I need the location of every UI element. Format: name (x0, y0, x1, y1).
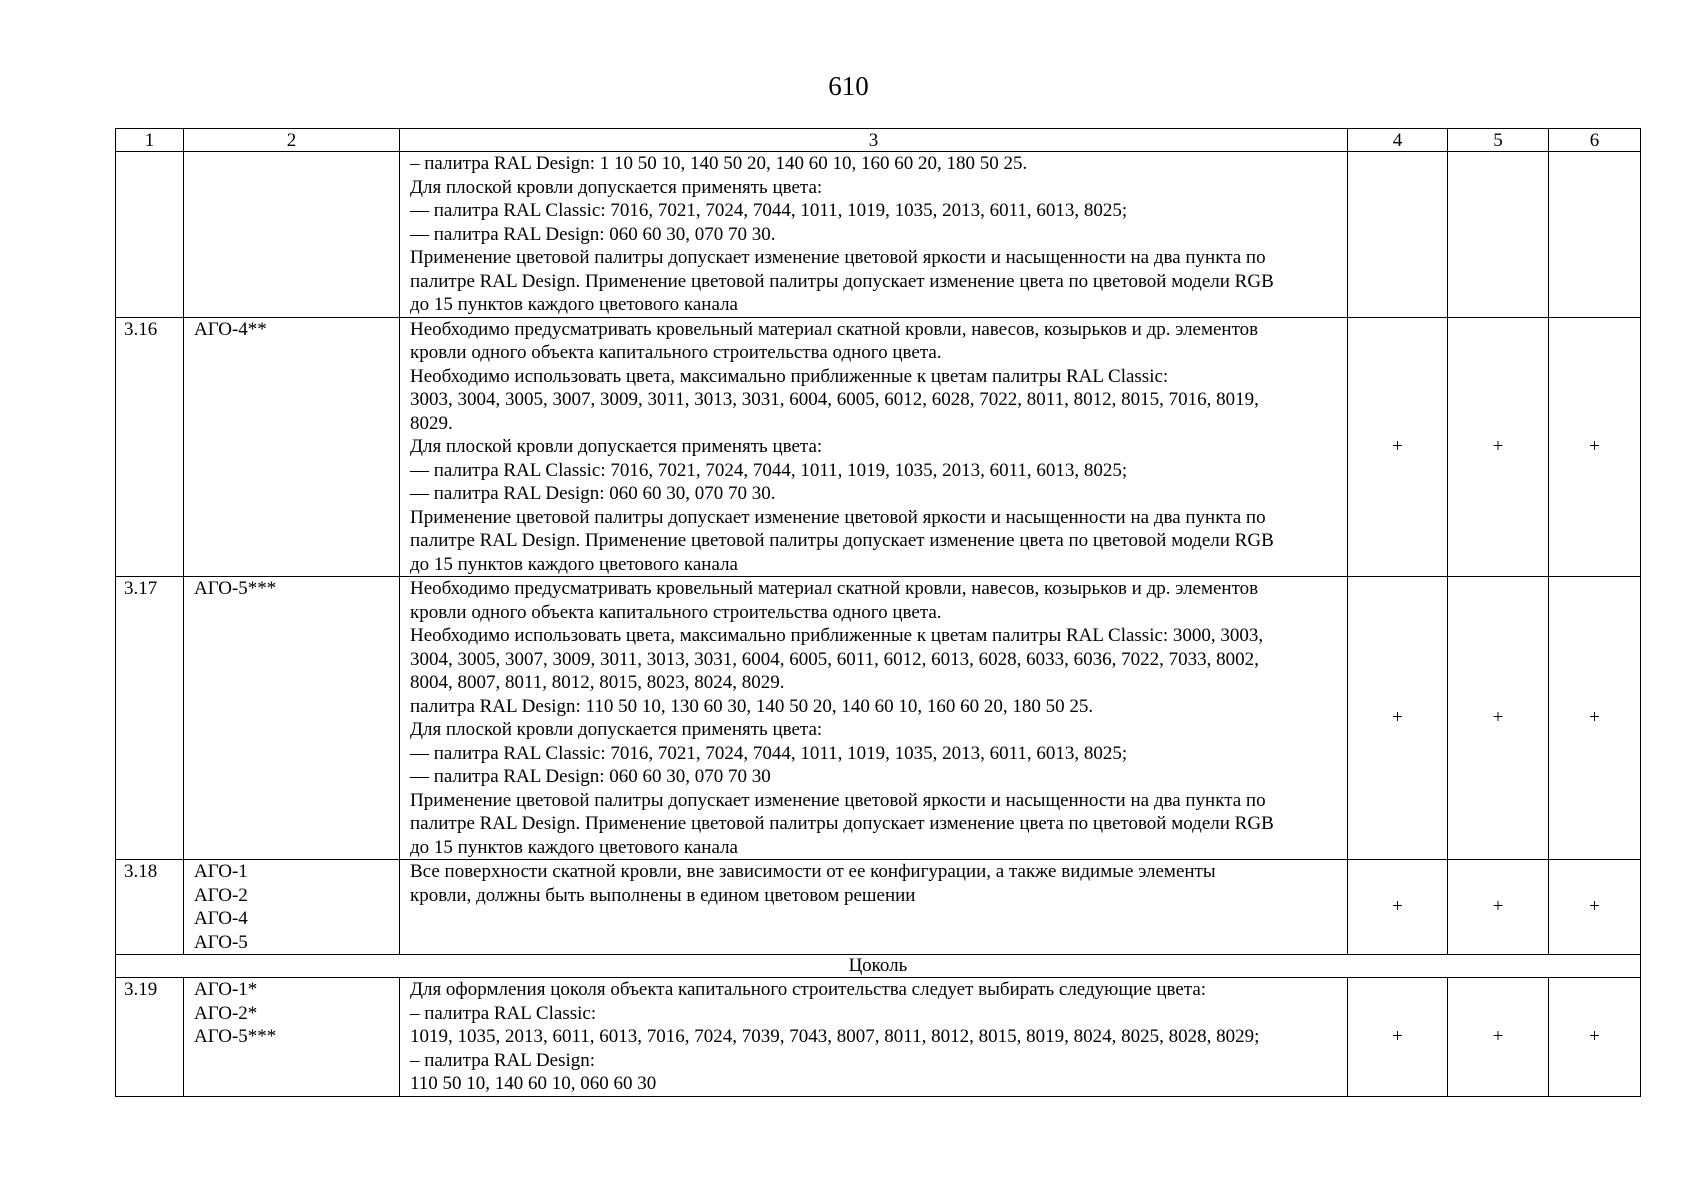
requirement-text-line: Необходимо предусматривать кровельный материал скатной кровли, навесов, козырьков и др. элементов (410, 578, 1259, 599)
requirement-text-line: до 15 пунктов каждого цветового канала (410, 294, 738, 315)
zone-code: АГО-2* (194, 1002, 258, 1024)
applicability-mark-col-4: + (1348, 317, 1448, 577)
applicability-mark-col-4: + (1348, 577, 1448, 860)
column-header: 4 (1348, 129, 1448, 152)
column-header: 3 (400, 129, 1348, 152)
applicability-mark-col-5 (1448, 152, 1549, 318)
applicability-mark-col-6: + (1549, 860, 1641, 955)
zone-codes-cell (184, 317, 400, 577)
requirement-text-line: — палитра RAL Design: 060 60 30, 070 70 30. (410, 223, 776, 245)
item-number: 3.19 (116, 978, 184, 1097)
requirement-text-line: — палитра RAL Classic: 7016, 7021, 7024, 7044, 1011, 1019, 1035, 2013, 6011, 6013, 8025; (410, 200, 1128, 221)
requirement-text-line: кровли, должны быть выполнены в едином цветовом решении (410, 884, 916, 906)
section-heading: Цоколь (116, 955, 1641, 978)
requirement-text-line: — палитра RAL Design: 060 60 30, 070 70 30 (410, 766, 771, 787)
column-header: 6 (1549, 129, 1641, 152)
applicability-mark-col-4: + (1348, 978, 1448, 1097)
requirement-text-line: Необходимо использовать цвета, максимально приближенные к цветам палитры RAL Classic: (410, 365, 1169, 387)
table-row (116, 317, 1641, 577)
zone-code: АГО-4 (194, 908, 248, 929)
zone-code: АГО-1* (194, 979, 258, 1000)
zone-codes-cell (184, 152, 400, 318)
zone-code: АГО-2 (194, 884, 248, 906)
column-number-header-row (116, 129, 1641, 152)
requirement-text-cell (400, 577, 1348, 860)
applicability-mark-col-5: + (1448, 860, 1549, 955)
page-number: 610 (828, 71, 869, 101)
requirement-text-line: палитре RAL Design. Применение цветовой палитры допускает изменение цвета по цветовой модели RGB (410, 813, 1274, 834)
requirement-text-line: – палитра RAL Design: (410, 1049, 596, 1071)
requirement-text-line: — палитра RAL Classic: 7016, 7021, 7024, 7044, 1011, 1019, 1035, 2013, 6011, 6013, 8025; (410, 459, 1128, 481)
requirement-text-line: 8004, 8007, 8011, 8012, 8015, 8023, 8024, 8029. (410, 672, 785, 693)
zone-codes-cell (184, 978, 400, 1097)
applicability-mark-col-6: + (1549, 577, 1641, 860)
requirement-text-cell (400, 317, 1348, 577)
zone-codes-cell (184, 577, 400, 860)
applicability-mark-col-4 (1348, 152, 1448, 318)
item-number: 3.18 (116, 860, 184, 955)
requirement-text-line: – палитра RAL Design: 1 10 50 10, 140 50 20, 140 60 10, 160 60 20, 180 50 25. (410, 153, 1028, 174)
zone-code: АГО-5*** (194, 1026, 277, 1047)
requirement-text-line: кровли одного объекта капитального строительства одного цвета. (410, 342, 942, 363)
requirement-text-line: кровли одного объекта капитального строительства одного цвета. (410, 601, 942, 623)
requirement-text-line: 3003, 3004, 3005, 3007, 3009, 3011, 3013, 3031, 6004, 6005, 6012, 6028, 7022, 8011, 8012, 8015, 7016, 8019, (410, 389, 1259, 410)
requirement-text-line: палитре RAL Design. Применение цветовой палитры допускает изменение цвета по цветовой модели RGB (410, 270, 1274, 292)
applicability-mark-col-6 (1549, 152, 1641, 318)
column-header: 5 (1448, 129, 1549, 152)
requirement-text-line: Все поверхности скатной кровли, вне зависимости от ее конфигурации, а также видимые элементы (410, 861, 1216, 882)
table-row (116, 978, 1641, 1097)
item-number: 3.16 (116, 317, 184, 577)
table-row (116, 860, 1641, 955)
requirement-text-line: палитра RAL Design: 110 50 10, 130 60 30, 140 50 20, 140 60 10, 160 60 20, 180 50 25. (410, 695, 1094, 717)
requirement-text-line: – палитра RAL Classic: (410, 1002, 597, 1024)
requirement-text-line: Применение цветовой палитры допускает изменение цветовой яркости и насыщенности на два пункта по (410, 247, 1266, 268)
requirement-text-cell (400, 152, 1348, 318)
requirement-text-line: 3004, 3005, 3007, 3009, 3011, 3013, 3031, 6004, 6005, 6011, 6012, 6013, 6028, 6033, 6036, 7022, 7033, 8002, (410, 648, 1259, 670)
requirement-text-cell (400, 978, 1348, 1097)
zone-code: АГО-4** (194, 318, 267, 340)
requirement-text-line: 8029. (410, 412, 453, 434)
requirement-text-line: Необходимо предусматривать кровельный материал скатной кровли, навесов, козырьков и др. элементов (410, 318, 1259, 340)
requirement-text-line: до 15 пунктов каждого цветового канала (410, 836, 738, 858)
requirement-text-line: — палитра RAL Design: 060 60 30, 070 70 30. (410, 483, 776, 504)
zone-codes-cell (184, 860, 400, 955)
requirement-text-line: до 15 пунктов каждого цветового канала (410, 553, 738, 575)
requirement-text-line: Для плоской кровли допускается применять цвета: (410, 436, 823, 457)
item-number: 3.17 (116, 577, 184, 860)
requirement-text-line: Применение цветовой палитры допускает изменение цветовой яркости и насыщенности на два пункта по (410, 506, 1266, 528)
requirement-text-cell (400, 860, 1348, 955)
item-number (116, 152, 184, 318)
zone-code: АГО-5 (194, 931, 248, 953)
applicability-mark-col-5: + (1448, 317, 1549, 577)
requirement-text-line: — палитра RAL Classic: 7016, 7021, 7024, 7044, 1011, 1019, 1035, 2013, 6011, 6013, 8025; (410, 742, 1128, 764)
requirement-text-line: палитре RAL Design. Применение цветовой палитры допускает изменение цвета по цветовой модели RGB (410, 530, 1274, 551)
applicability-mark-col-5: + (1448, 978, 1549, 1097)
requirement-text-line: Для плоской кровли допускается применять цвета: (410, 176, 823, 198)
table-row (116, 152, 1641, 318)
requirements-table (115, 128, 1641, 1097)
applicability-mark-col-6: + (1549, 317, 1641, 577)
applicability-mark-col-6: + (1549, 978, 1641, 1097)
requirement-text-line: Для оформления цоколя объекта капитального строительства следует выбирать следующие цвета: (410, 979, 1207, 1000)
applicability-mark-col-4: + (1348, 860, 1448, 955)
requirement-text-line: Применение цветовой палитры допускает изменение цветовой яркости и насыщенности на два пункта по (410, 789, 1266, 811)
table-row (116, 577, 1641, 860)
zone-code: АГО-5*** (194, 578, 277, 599)
requirement-text-line: 1019, 1035, 2013, 6011, 6013, 7016, 7024, 7039, 7043, 8007, 8011, 8012, 8015, 8019, 8024, 8025, 8028, 8029; (410, 1026, 1260, 1047)
column-header: 2 (184, 129, 400, 152)
section-heading-row (116, 955, 1641, 978)
applicability-mark-col-5: + (1448, 577, 1549, 860)
requirement-text-line: Для плоской кровли допускается применять цвета: (410, 719, 823, 740)
zone-code: АГО-1 (194, 861, 248, 882)
column-header: 1 (116, 129, 184, 152)
requirement-text-line: 110 50 10, 140 60 10, 060 60 30 (410, 1073, 657, 1094)
requirement-text-line: Необходимо использовать цвета, максимально приближенные к цветам палитры RAL Classic: 3000, 3003, (410, 625, 1264, 646)
